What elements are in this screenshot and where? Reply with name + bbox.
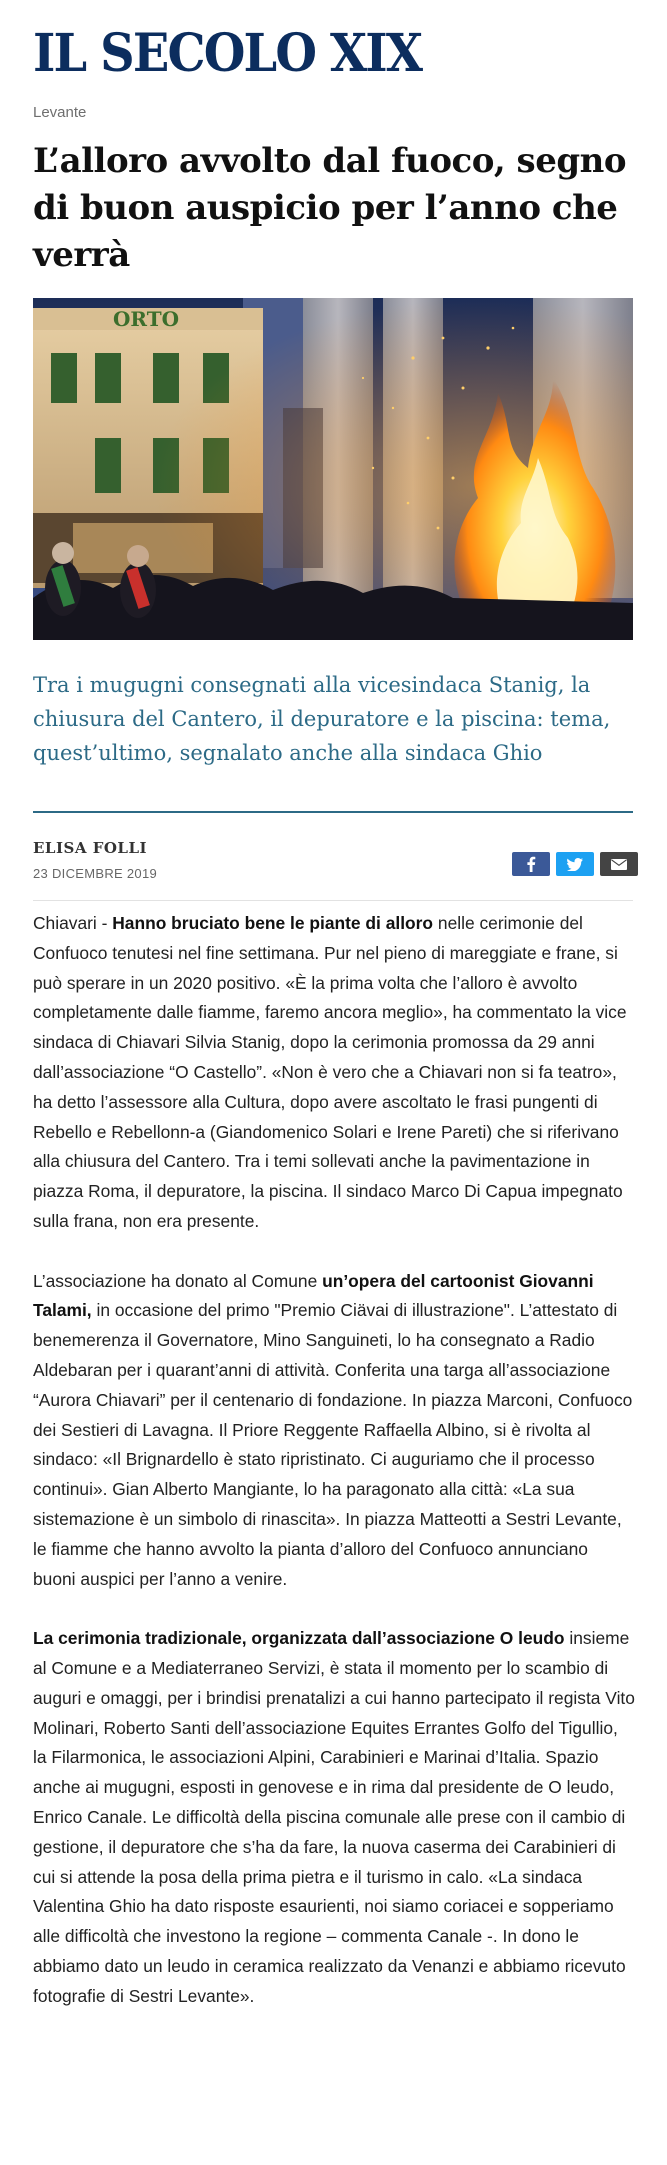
article-paragraph-1 [33, 909, 635, 1237]
mail-icon [611, 859, 627, 870]
publish-date: 23 DICEMBRE 2019 [33, 866, 158, 881]
paragraph-lead: Chiavari - [33, 913, 113, 933]
article-body [33, 909, 635, 2041]
paragraph-text: insieme al Comune e a Mediaterraneo Servizi, è stata il momento per lo scambio di auguri e omaggi, per i brindisi prenatalizi a cui hanno partecipato il regista Vito Molinari, Roberto Santi dell’associazione Equites Errantes Golfo del Tigullio, la Filarmonica, le associazioni Alpini, Carabinieri e Marinai d’Italia. Spazio anche ai mugugni, esposti in genovese e in rima dal presidente de O leudo, Enrico Canale. Le difficoltà della piscina comunale alle prese con il cambio di gestione, il depuratore che s’ha da fare, la nuova caserma dei Carabinieri di cui si attende la posa della prima pietra e il turismo in calo. «La sindaca Valentina Ghio ha dato risposte esaurienti, noi siamo coriacei e sopperiamo alle difficoltà che investono la regione – commenta Canale -. In dono le abbiamo dato un leudo in ceramica realizzato da Venanzi e abbiamo ricevuto fotografie di Sestri Levante». [33, 1628, 635, 2006]
paragraph-highlight: Hanno bruciato bene le piante di alloro [112, 913, 434, 933]
article-paragraph-2 [33, 1267, 635, 1595]
article-headline: L’alloro avvolto dal fuoco, segno di buon auspicio per l’anno che verrà [33, 141, 626, 275]
share-facebook-button[interactable] [512, 852, 550, 876]
subtitle-divider [33, 811, 633, 813]
share-mail-button[interactable] [600, 852, 638, 876]
paragraph-text: in occasione del primo "Premio Ciävai di illustrazione". L’attestato di benemerenza il Governatore, Mino Sanguineti, lo ha consegnato a Radio Aldebaran per i quarant’anni di attività. Conferita una targa all’associazione “Aurora Chiavari” per il centenario di fondazione. In piazza Marconi, Confuoco dei Sestieri di Lavagna. Il Priore Reggente Raffaella Albino, si è rivolta al sindaco: «Il Brignardello è stato ripristinato. Ci auguriamo che il processo continui». Gian Alberto Mangiante, lo ha paragonato alla città: «La sua sistemazione è un simbolo di rinascita». In piazza Matteotti a Sestri Levante, le fiamme che hanno avvolto la pianta d’alloro del Confuoco annunciano buoni auspici per l’anno a venire. [33, 1300, 633, 1589]
paragraph-highlight: La cerimonia tradizionale, organizzata dall’associazione O leudo [33, 1628, 565, 1649]
facebook-icon [526, 856, 536, 872]
bonfire-photo-illustration [33, 298, 633, 640]
byline-divider [33, 900, 633, 901]
twitter-icon [567, 858, 583, 871]
section-link[interactable]: Levante [33, 104, 87, 121]
share-twitter-button[interactable] [556, 852, 594, 876]
author-name[interactable]: ELISA FOLLI [33, 839, 148, 857]
paragraph-text: nelle cerimonie del Confuoco tenutesi nel fine settimana. Pur nel pieno di mareggiate e frane, si può sperare in un 2020 positivo. «È la prima volta che l’alloro è avvolto completamente dalle fiamme, faremo ancora meglio», ha commentato la vice sindaca di Chiavari Silvia Stanig, dopo la cerimonia promossa da 29 anni dall’associazione “O Castello”. «Non è vero che a Chiavari non si fa teatro», ha detto l’assessore alla Cultura, dopo avere ascoltato le frasi pungenti di Rebello e Rebellonn-a (Giandomenico Solari e Irene Pareti) che si riferivano alla chiusura del Cantero. Tra i temi sollevati anche la pavimentazione in piazza Roma, il depuratore, la piscina. Il sindaco Marco Di Capua impegnato sulla frana, non era presente. [33, 913, 627, 1231]
paragraph-highlight: un’opera del cartoonist Giovanni Talami, [33, 1270, 594, 1321]
masthead-logo[interactable] [33, 14, 633, 94]
logo-text: IL SECOLO XIX [33, 23, 422, 84]
article-subtitle: Tra i mugugni consegnati alla vicesindaca Stanig, la chiusura del Cantero, il depuratore e la piscina: tema, quest’ultimo, segnalato anche alla sindaca Ghio [33, 673, 611, 765]
article-paragraph-3 [33, 1624, 635, 2011]
hero-photo [33, 298, 633, 640]
paragraph-lead: L’associazione ha donato al Comune [33, 1270, 323, 1291]
